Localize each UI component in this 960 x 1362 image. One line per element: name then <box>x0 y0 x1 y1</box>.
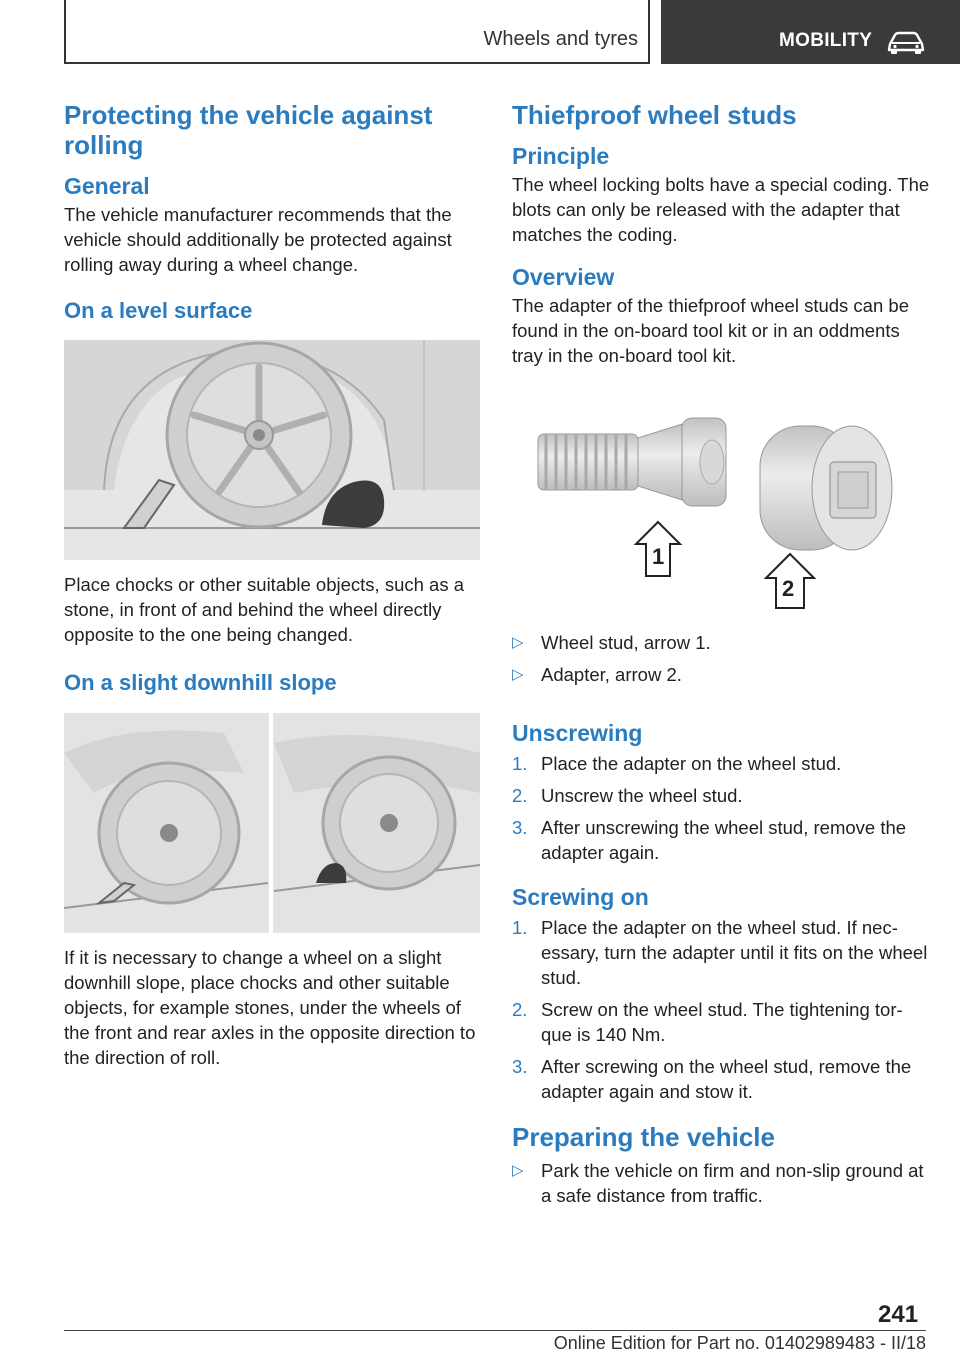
heading-general: General <box>64 173 150 199</box>
arrow-label-1: 1 <box>652 544 665 569</box>
stud-adapter-drawing <box>512 396 928 616</box>
section-title-thiefproof: Thiefproof wheel studs <box>512 100 797 130</box>
arrow-label-2: 2 <box>782 576 795 601</box>
page-number: 241 <box>878 1301 919 1328</box>
footer-edition-text: Online Edition for Part no. 01402989483 - II/18 <box>553 1333 926 1353</box>
list-item: 2. Screw on the wheel stud. The tightening tor-que is 140 Nm. <box>512 999 903 1045</box>
header-chapter-title: MOBILITY <box>779 30 873 51</box>
footer-divider <box>64 1330 926 1331</box>
downhill-slope-text: If it is necessary to change a wheel on a slight downhill slope, place chocks and other suitable objects, for example stones, under the wheels of the front and rear axles in the opposite direction to the direction of roll. <box>64 947 476 1068</box>
list-item: 3. After screwing on the wheel stud, remove the adapter again and stow it. <box>512 1056 912 1102</box>
unscrewing-steps <box>512 751 932 865</box>
list-item: 1. Place the adapter on the wheel stud. <box>512 753 842 774</box>
downhill-slope-illustration <box>64 713 480 933</box>
triangle-bullet-icon: ▷ <box>512 1162 524 1179</box>
overview-text: The adapter of the thiefproof wheel studs can be found in the on-board tool kit or in an oddments tray in the on-board tool kit. <box>512 295 909 366</box>
heading-downhill-slope: On a slight downhill slope <box>64 670 337 695</box>
car-icon <box>886 30 926 54</box>
list-item: 2. Unscrew the wheel stud. <box>512 785 743 806</box>
screwing-steps <box>512 915 932 1104</box>
heading-level-surface: On a level surface <box>64 298 253 323</box>
heading-principle: Principle <box>512 143 610 169</box>
list-item: ▷ Wheel stud, arrow 1. <box>512 632 711 653</box>
principle-text: The wheel locking bolts have a special coding. The blots can only be released with the adapter that matches the coding. <box>512 174 930 245</box>
section-title-rolling: Protecting the vehicle against rolling <box>64 100 433 160</box>
heading-unscrewing: Unscrewing <box>512 720 643 746</box>
general-text: The vehicle manufacturer recommends that the vehicle should additionally be protected against rolling away during a wheel change. <box>64 204 452 275</box>
section-title-preparing: Preparing the vehicle <box>512 1122 775 1152</box>
triangle-bullet-icon: ▷ <box>512 634 524 651</box>
header-chapter-tab <box>661 0 960 64</box>
heading-overview: Overview <box>512 264 615 290</box>
list-item: ▷ Park the vehicle on firm and non-slip ground at a safe distance from traffic. <box>512 1160 924 1206</box>
level-surface-text: Place chocks or other suitable objects, such as a stone, in front of and behind the wheel directly opposite to the one being changed. <box>64 574 465 645</box>
right-column <box>512 100 932 1208</box>
overview-list <box>512 630 932 687</box>
preparing-list <box>512 1158 932 1208</box>
heading-screwing-on: Screwing on <box>512 884 649 910</box>
header-section-title: Wheels and tyres <box>483 28 638 50</box>
list-item: ▷ Adapter, arrow 2. <box>512 664 682 685</box>
header-section-box <box>64 0 650 64</box>
list-item: 3. After unscrewing the wheel stud, remove the adapter again. <box>512 817 907 863</box>
left-column <box>64 100 482 1070</box>
list-item: 1. Place the adapter on the wheel stud. If nec-essary, turn the adapter until it fits on the wheel stud. <box>512 917 928 988</box>
wheel-stud-adapter-illustration <box>512 396 928 616</box>
level-surface-illustration <box>64 340 480 560</box>
triangle-bullet-icon: ▷ <box>512 666 524 683</box>
